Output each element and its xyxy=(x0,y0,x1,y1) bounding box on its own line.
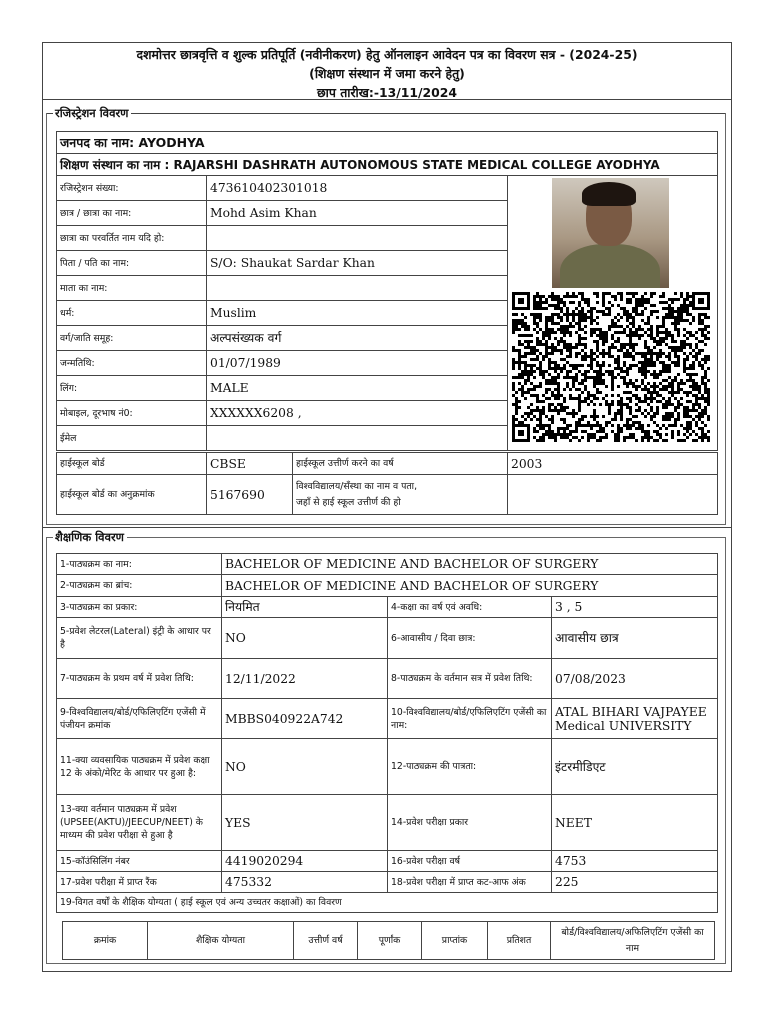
section-divider xyxy=(47,113,725,114)
registration-section-title: रजिस्ट्रेशन विवरण xyxy=(53,106,131,120)
reg-value: XXXXXX6208 , xyxy=(207,401,508,426)
field-label: 15-कॉउंसिलिंग नंबर xyxy=(57,851,222,872)
field-value: 3 , 5 xyxy=(552,597,718,618)
field-value: ATAL BIHARI VAJPAYEE Medical UNIVERSITY xyxy=(552,699,718,739)
field-label: 13-क्या वर्तमान पाठ्यक्रम में प्रवेश (UPSEE(AKTU)/JEECUP/NEET) के माध्यम की प्रवेश परीक्षा से हुआ है xyxy=(57,795,222,851)
reg-value xyxy=(207,226,508,251)
field-value: NO xyxy=(222,739,388,795)
field-label: 12-पाठ्यक्रम की पात्रता: xyxy=(388,739,552,795)
reg-value: 473610402301018 xyxy=(207,176,508,201)
course-name-label: 1-पाठ्यक्रम का नाम: xyxy=(57,554,222,575)
col-header: प्राप्तांक xyxy=(422,922,488,960)
qr-code-icon xyxy=(512,292,710,442)
section-divider xyxy=(42,527,732,528)
field-label: 18-प्रवेश परीक्षा में प्राप्त कट-आफ अंक xyxy=(388,872,552,893)
reg-label: पिता / पति का नाम: xyxy=(57,251,207,276)
reg-value: Mohd Asim Khan xyxy=(207,201,508,226)
hs-univ-label-line2: जहाँ से हाई स्कूल उत्तीर्ण की हो xyxy=(296,496,401,508)
reg-value xyxy=(207,276,508,301)
academic-section-title: शैक्षणिक विवरण xyxy=(53,530,127,544)
reg-label: वर्ग/जाति समूह: xyxy=(57,326,207,351)
institution-name: शिक्षण संस्थान का नाम : RAJARSHI DASHRATH AUTONOMOUS STATE MEDICAL COLLEGE AYODHYA xyxy=(57,154,718,176)
field-label: 14-प्रवेश परीक्षा प्रकार xyxy=(388,795,552,851)
reg-label: माता का नाम: xyxy=(57,276,207,301)
reg-label: जन्मतिथि: xyxy=(57,351,207,376)
prev-education-table xyxy=(62,921,715,960)
reg-label: ईमेल xyxy=(57,426,207,451)
field-label: 5-प्रवेश लेटरल(Lateral) इंट्री के आधार पर है xyxy=(57,618,222,659)
reg-label: मोबाइल, दूरभाष नं0: xyxy=(57,401,207,426)
col-header: बोर्ड/विश्वविद्यालय/अफिलिएटिंग एजेंसी का नाम xyxy=(551,922,715,960)
reg-value: MALE xyxy=(207,376,508,401)
header-subtitle: (शिक्षण संस्थान में जमा करने हेतु) xyxy=(309,66,465,81)
field-label: 4-कक्षा का वर्ष एवं अवधि: xyxy=(388,597,552,618)
field-value: 4753 xyxy=(552,851,718,872)
district-name: जनपद का नाम: AYODHYA xyxy=(57,132,718,154)
hs-board-label: हाईस्कूल बोर्ड xyxy=(57,453,207,475)
hs-univ-label xyxy=(293,475,508,515)
reg-value: अल्पसंख्यक वर्ग xyxy=(207,326,508,351)
field-label: 3-पाठ्यक्रम का प्रकार: xyxy=(57,597,222,618)
reg-value: Muslim xyxy=(207,301,508,326)
col-header: क्रमांक xyxy=(63,922,148,960)
course-name-value: BACHELOR OF MEDICINE AND BACHELOR OF SURGERY xyxy=(222,554,718,575)
highschool-table xyxy=(56,452,718,515)
field-value: NO xyxy=(222,618,388,659)
field-value: आवासीय छात्र xyxy=(552,618,718,659)
field-value: MBBS040922A742 xyxy=(222,699,388,739)
field-value: 07/08/2023 xyxy=(552,659,718,699)
reg-label: छात्रा का परवर्तित नाम यदि हो: xyxy=(57,226,207,251)
field-label: 6-आवासीय / दिवा छात्र: xyxy=(388,618,552,659)
col-header: पूर्णांक xyxy=(358,922,422,960)
field-label: 9-विश्वविद्यालय/बोर्ड/एफिलिएटिंग एजेंसी में पंजीयन क्रमांक xyxy=(57,699,222,739)
prev-education-title: 19-विगत वर्षों के शैक्षिक योग्यता ( हाई स्कूल एवं अन्य उच्चतर कक्षाओं) का विवरण xyxy=(57,893,718,913)
reg-value xyxy=(207,426,508,451)
field-label: 7-पाठ्यक्रम के प्रथम वर्ष में प्रवेश तिथि: xyxy=(57,659,222,699)
field-value: YES xyxy=(222,795,388,851)
reg-value: 01/07/1989 xyxy=(207,351,508,376)
field-value: इंटरमीडिएट xyxy=(552,739,718,795)
field-value: नियमित xyxy=(222,597,388,618)
hs-roll-value: 5167690 xyxy=(207,475,293,515)
field-label: 11-क्या व्यवसायिक पाठ्यक्रम में प्रवेश कक्षा 12 के अंको/मेरिट के आधार पर हुआ है: xyxy=(57,739,222,795)
reg-value: S/O: Shaukat Sardar Khan xyxy=(207,251,508,276)
hs-univ-label-line1: विश्वविद्यालय/सँस्था का नाम व पता, xyxy=(296,480,418,492)
hs-year-label: हाईस्कूल उत्तीर्ण करने का वर्ष xyxy=(293,453,508,475)
field-value: 225 xyxy=(552,872,718,893)
field-label: 17-प्रवेश परीक्षा में प्राप्त रैंक xyxy=(57,872,222,893)
reg-label: लिंग: xyxy=(57,376,207,401)
reg-label: रजिस्ट्रेशन संख्या: xyxy=(57,176,207,201)
header-title: दशमोत्तर छात्रवृत्ति व शुल्क प्रतिपूर्ति (नवीनीकरण) हेतु ऑनलाइन आवेदन पत्र का विवरण सत्र - (2024-25) xyxy=(136,47,638,62)
field-label: 16-प्रवेश परीक्षा वर्ष xyxy=(388,851,552,872)
reg-label: धर्म: xyxy=(57,301,207,326)
col-header: उत्तीर्ण वर्ष xyxy=(294,922,358,960)
branch-value: BACHELOR OF MEDICINE AND BACHELOR OF SURGERY xyxy=(222,575,718,597)
student-photo xyxy=(552,178,669,288)
col-header: शैक्षिक योग्यता xyxy=(148,922,294,960)
field-label: 10-विश्वविद्यालय/बोर्ड/एफिलिएटिंग एजेंसी का नाम: xyxy=(388,699,552,739)
hs-year-value: 2003 xyxy=(508,453,718,475)
academic-table xyxy=(56,553,718,913)
hs-roll-label: हाईस्कूल बोर्ड का अनुक्रमांक xyxy=(57,475,207,515)
hs-board-value: CBSE xyxy=(207,453,293,475)
field-value: 475332 xyxy=(222,872,388,893)
form-header xyxy=(42,42,732,100)
print-date: छाप तारीख:-13/11/2024 xyxy=(316,85,458,100)
col-header: प्रतिशत xyxy=(488,922,551,960)
field-value: 12/11/2022 xyxy=(222,659,388,699)
hs-univ-value xyxy=(508,475,718,515)
field-value: NEET xyxy=(552,795,718,851)
branch-label: 2-पाठ्यक्रम का ब्रांच: xyxy=(57,575,222,597)
field-value: 4419020294 xyxy=(222,851,388,872)
reg-label: छात्र / छात्रा का नाम: xyxy=(57,201,207,226)
field-label: 8-पाठ्यक्रम के वर्तमान सत्र में प्रवेश तिथि: xyxy=(388,659,552,699)
